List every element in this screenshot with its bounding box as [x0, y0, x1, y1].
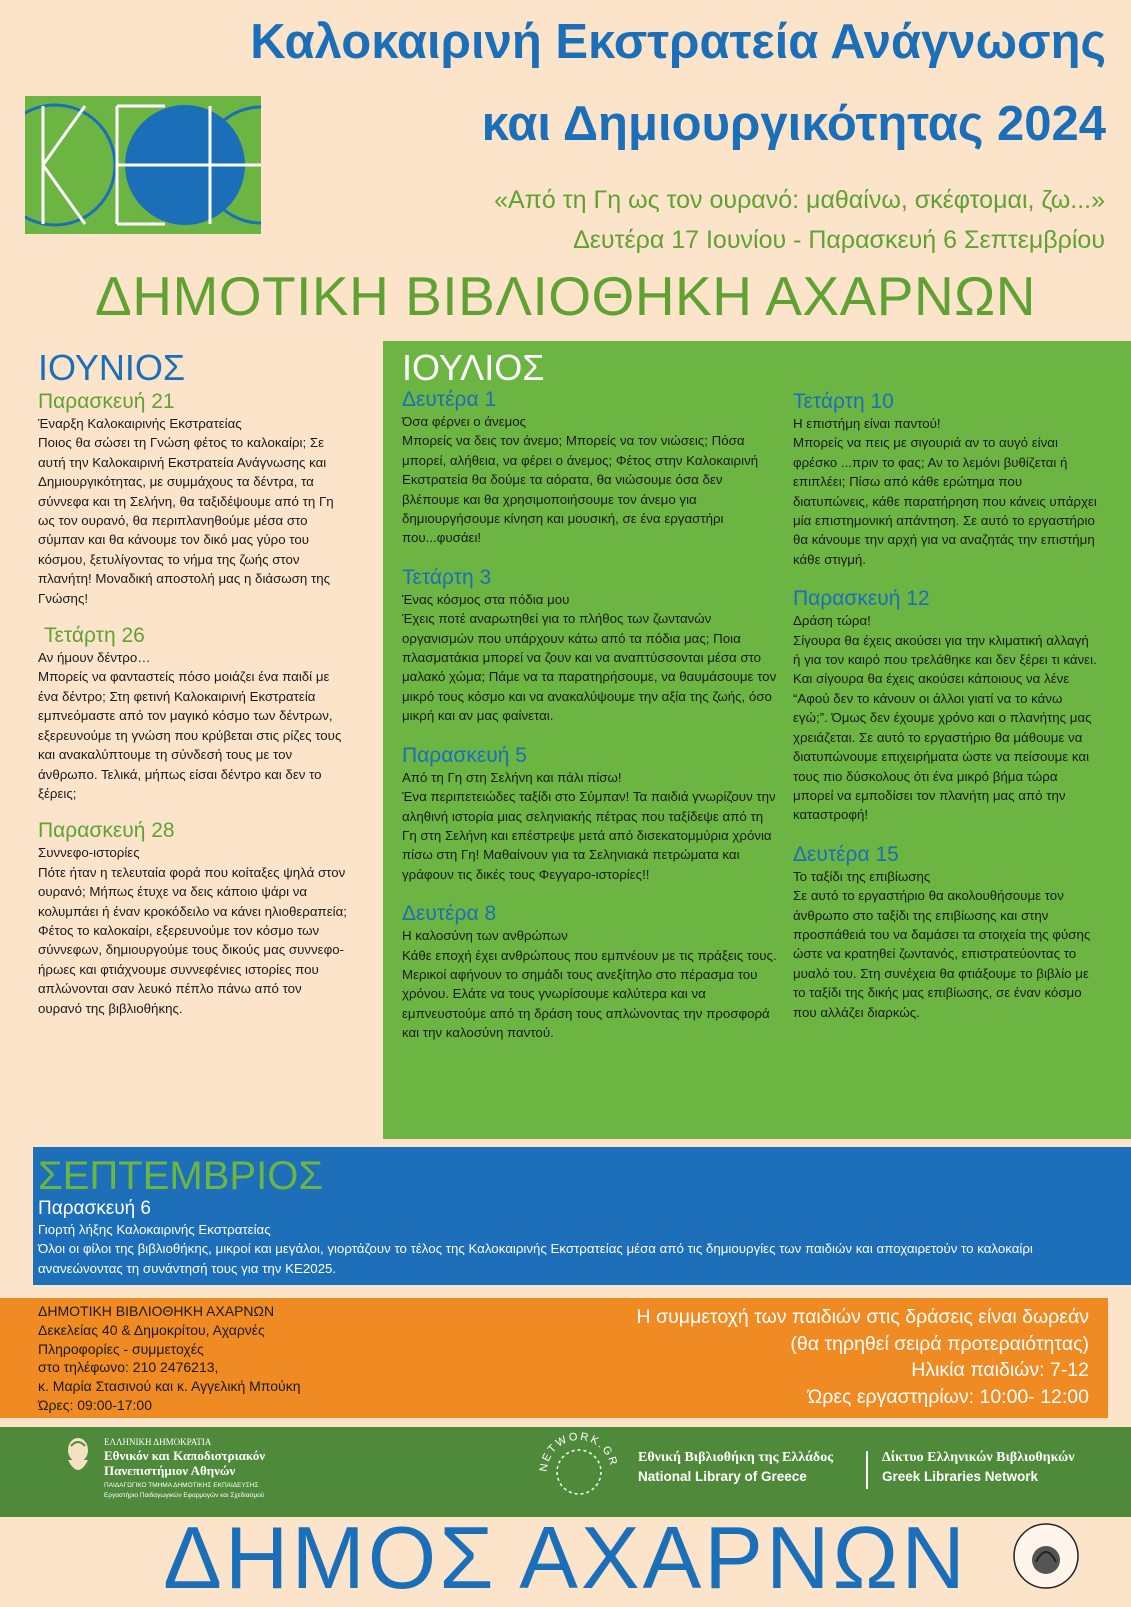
- nlg-english-name: National Library of Greece: [638, 1469, 807, 1484]
- event-title: Όσα φέρνει ο άνεμος: [402, 414, 527, 429]
- network-gr-logo: [536, 1429, 622, 1515]
- event-day: Παρασκευή 21: [38, 390, 175, 413]
- event-text: Σε αυτό το εργαστήριο θα ακολουθήσουμε τον άνθρωπο στο ταξίδι της επιβίωσης και στην προσπάθειά του να δαμάσει τα στοιχεία της φύσης ώστε να κρατηθεί ζωντανός, επιστρατεύοντας το μυαλό του. Στη συνέχεια θα φτιάξουμε το βιβλίο με το ταξίδι της δικής μας επιβίωσης, σε έναν κόσμο που αλλάζει διαρκώς.: [793, 888, 1091, 1020]
- university-logo-text: [104, 1436, 265, 1500]
- month-heading-june: ΙΟΥΝΙΟΣ: [38, 347, 186, 388]
- event-title: Ένας κόσμος στα πόδια μου: [402, 591, 570, 607]
- campaign-title-line-1: Καλοκαιρινή Εκστρατεία Ανάγνωσης: [250, 15, 1106, 69]
- september-content: [38, 1198, 1108, 1278]
- event-day: Τετάρτη 10: [793, 390, 894, 413]
- event-text: Μπορείς να φανταστείς πόσο μοιάζει ένα παιδί με ένα δέντρο; Στη φετινή Καλοκαιρινή Εκστρατεία εμπνεόμαστε από τον μαγικό κόσμο των δέντρων, εξερευνούμε τη γνώση που κρύβεται στις ρίζες τους και ανακαλύπτουμε τη σύνδεσή τους με τον άνθρωπο. Τελικά, μήπως είσαι δέντρο και δεν το ξέρεις;: [38, 669, 342, 801]
- gln-greek-name: Δίκτυο Ελληνικών Βιβλιοθηκών: [882, 1450, 1075, 1465]
- event-day: Παρασκευή 12: [793, 587, 930, 611]
- university-line-1: ΕΛΛΗΝΙΚΗ ΔΗΜΟΚΡΑΤΙΑ: [104, 1437, 212, 1447]
- event-title: Το ταξίδι της επιβίωσης: [793, 868, 931, 884]
- july-column-left: [402, 348, 780, 1043]
- contact-hours: Ώρες: 09:00-17:00: [38, 1396, 152, 1413]
- university-line-2: Εθνικόν και Καποδιστριακόν: [104, 1448, 266, 1463]
- event-title: Συννεφο-ιστορίες: [38, 845, 140, 861]
- event-day: Δευτέρα 8: [402, 902, 497, 926]
- municipality-title: ΔΗΜΟΣ ΑΧΑΡΝΩΝ: [163, 1508, 968, 1607]
- event-text: Όλοι οι φίλοι της βιβλιοθήκης, μικροί και μεγάλοι, γιορτάζουν το τέλος της Καλοκαιρινής Εκστρατείας μέσα από τις δημιουργίες των παιδιών και αποχαιρετούν το καλοκαίρι ανανεώνοντας τη συνάντησή τους για την ΚΕ2025.: [38, 1241, 1033, 1276]
- event-day: Παρασκευή 5: [402, 743, 527, 767]
- event-text: Έχεις ποτέ αναρωτηθεί για το πλήθος των ζωντανών οργανισμών που υπάρχουν κάτω από τα πόδια μας; Ποια πλασματάκια μπορεί να ζουν και να αναπτύσσονται μέσα στο μαλακό χώμα; Πάμε να τα παρατηρήσουμε, να θαυμάσουμε τον μικρό τους κόσμο και να ανακαλύψουμε την αξία της ζωής, όσο μικρή και αν μας φαίνεται.: [402, 611, 777, 724]
- event-text: Σίγουρα θα έχεις ακούσει για την κλιματική αλλαγή ή για τον καιρό που τρελάθηκε και δεν ξέρει τι κάνει. Και σίγουρα θα έχεις ακούσει κάποιους να λένε “Αφού δεν το κάνουν οι άλλοι γιατί να το κάνω εγώ;”. Όμως δεν έχουμε χρόνο και ο πλανήτης μας χρειάζεται. Σε αυτό το εργαστήριο θα μάθουμε να διατυπώνουμε επιχειρήματα ώστε να πείσουμε και τους πιο δύσκολους ότι ένα μικρό βήμα τώρα μπορεί να εμποδίσει τον πλανήτη μας από την καταστροφή!: [793, 632, 1097, 823]
- contact-info: [38, 1302, 300, 1415]
- participation-free: Η συμμετοχή των παιδιών στις δράσεις είναι δωρεάν: [636, 1306, 1089, 1328]
- nlg-logo: [638, 1449, 860, 1487]
- event-title: Έναρξη Καλοκαιρινής Εκστρατείας: [38, 416, 242, 431]
- logo-divider: [866, 1451, 868, 1489]
- event-text: Πότε ήταν η τελευταία φορά που κοίταξες ψηλά στον ουρανό; Μήπως έτυχε να δεις κάποιο ψάρι να κολυμπάει ή έναν κροκόδειλο να κάνει ηλιοθεραπεία; Φέτος το καλοκαίρι, εξερευνούμε τον κόσμο των σύννεφων, δημιουργούμε τους δικούς μας συννεφο-ήρωες και φτιάχνουμε συννεφένιες ιστορίες που απλώνονται σαν λευκό πέπλο πάνω από τον ουρανό της βιβλιοθήκης.: [38, 864, 347, 1016]
- university-line-4: ΠΑΙΔΑΓΩΓΙΚΟ ΤΜΗΜΑ ΔΗΜΟΤΙΚΗΣ ΕΚΠΑΙΔΕΥΣΗΣ: [104, 1482, 259, 1489]
- contact-info-label: Πληροφορίες - συμμετοχές: [38, 1340, 204, 1357]
- month-heading-july: ΙΟΥΛΙΟΣ: [402, 347, 545, 388]
- event-text: Ποιος θα σώσει τη Γνώση φέτος το καλοκαίρι; Σε αυτή την Καλοκαιρινή Εκστρατεία Ανάγνωσης και Δημιουργικότητας, με συμμάχους τα δέντρα, τα σύννεφα και τη Σελήνη, θα ταξιδέψουμε από τη Γη ως τον ουρανό, θα περιπλανηθούμε μέσα στο σύμπαν και θα κάνουμε τον δικό μας γύρο του κόσμου, ξετυλίγοντας το νήμα της ζωής στον πλανήτη! Μοναδική αποστολή μας η διάσωση της Γνώσης!: [38, 435, 334, 606]
- municipality-seal-icon: [1012, 1522, 1080, 1590]
- contact-persons: κ. Μαρία Στασινού και κ. Αγγελική Μπούκη: [38, 1378, 301, 1395]
- campaign-subtitle: «Από τη Γη ως τον ουρανό: μαθαίνω, σκέφτομαι, ζω...»: [494, 186, 1105, 214]
- event-title: Δράση τώρα!: [793, 613, 871, 629]
- month-heading-september: ΣΕΠΤΕΜΒΡΙΟΣ: [38, 1154, 324, 1198]
- participation-info: [637, 1304, 1089, 1410]
- campaign-title-line-2: και Δημιουργικότητας 2024: [481, 97, 1106, 151]
- participation-hours: Ώρες εργαστηρίων: 10:00- 12:00: [807, 1385, 1089, 1408]
- network-gr-label: NETWORK.GR: [537, 1430, 620, 1473]
- contact-address: Δεκελείας 40 & Δημοκρίτου, Αχαρνές: [38, 1321, 265, 1338]
- event-day: Δευτέρα 15: [793, 842, 899, 866]
- event-text: Κάθε εποχή έχει ανθρώπους που εμπνέουν με τις πράξεις τους. Μερικοί αφήνουν το σημάδι τους ανεξίτηλο στο πέρασμα του χρόνου. Ελάτε να τους γνωρίσουμε καλύτερα και να εμπνευστούμε από τη δράση τους απλώνοντας την προσφορά και την καλοσύνη παντού.: [402, 947, 777, 1041]
- july-column-right: [793, 390, 1098, 1022]
- event-title: Αν ήμουν δέντρο…: [38, 650, 151, 666]
- greek-libraries-network-logo: [882, 1449, 1092, 1487]
- june-column: [38, 348, 348, 1018]
- nlg-greek-name: Εθνική Βιβλιοθήκη της Ελλάδος: [638, 1450, 834, 1465]
- participation-priority: (θα τηρηθεί σειρά προτεραιότητας): [790, 1332, 1089, 1355]
- event-title: Η επιστήμη είναι παντού!: [793, 416, 941, 431]
- contact-library-name: ΔΗΜΟΤΙΚΗ ΒΙΒΛΙΟΘΗΚΗ ΑΧΑΡΝΩΝ: [38, 1303, 275, 1319]
- event-text: Ένα περιπετειώδες ταξίδι στο Σύμπαν! Τα παιδιά γνωρίζουν την αληθινή ιστορία μιας σεληνιακής πέτρας που ταξίδεψε από τη Γη στη Σελήνη και επέστρεψε μετά από δισεκατομμύρια χρόνια πίσω στη Γη! Μαθαίνουν για τα Σεληνιακά πετρώματα και γράφουν τις δικές τους Φεγγαρο-ιστορίες!!: [402, 789, 776, 882]
- participation-ages: Ηλικία παιδιών: 7-12: [911, 1359, 1089, 1381]
- event-day: Παρασκευή 28: [38, 819, 175, 843]
- event-text: Μπορείς να πεις με σιγουριά αν το αυγό είναι φρέσκο ...πριν το φας; Αν το λεμόνι βυθίζεται ή επιπλέει; Πίσω από κάθε ερώτημα που διατυπώνεις, κάθε παρατήρηση που κάνεις υπάρχει μία επιστημονική απάντηση. Σε αυτό το εργαστήριο θα κάνουμε την αρχή για να αναζητάς την επιστήμη κάθε στιγμή.: [793, 435, 1097, 567]
- university-crest-icon: [62, 1436, 94, 1480]
- library-heading: ΔΗΜΟΤΙΚΗ ΒΙΒΛΙΟΘΗΚΗ ΑΧΑΡΝΩΝ: [94, 265, 1036, 327]
- event-title: Η καλοσύνη των ανθρώπων: [402, 928, 568, 944]
- university-line-3: Πανεπιστήμιον Αθηνών: [104, 1463, 236, 1478]
- contact-phone: στο τηλέφωνο: 210 2476213,: [38, 1359, 219, 1376]
- event-text: Μπορείς να δεις τον άνεμο; Μπορείς να τον νιώσεις; Πόσα μπορεί, αλήθεια, να φέρει ο άνεμος; Φέτος στην Καλοκαιρινή Εκστρατεία θα δούμε τα αόρατα, θα νιώσουμε όσα δεν βλέπουμε και θα χρησιμοποιήσουμε τον άνεμο για δημιουργήσουμε κίνηση και μουσική, σε ένα εργαστήρι που...φυσάει!: [402, 433, 759, 546]
- event-title: Γιορτή λήξης Καλοκαιρινής Εκστρατείας: [38, 1222, 271, 1237]
- event-day: Τετάρτη 3: [402, 565, 492, 589]
- event-day: Παρασκευή 6: [38, 1198, 151, 1219]
- university-line-5: Εργαστήριο Παιδαγωγικών Εφαρμογών και Σχεδιασμού: [104, 1492, 265, 1499]
- event-day: Τετάρτη 26: [44, 624, 145, 648]
- event-day: Δευτέρα 1: [402, 388, 497, 411]
- event-title: Από τη Γη στη Σελήνη και πάλι πίσω!: [402, 769, 622, 785]
- gln-english-name: Greek Libraries Network: [882, 1469, 1039, 1484]
- campaign-dates: Δευτέρα 17 Ιουνίου - Παρασκευή 6 Σεπτεμβρίου: [573, 226, 1105, 254]
